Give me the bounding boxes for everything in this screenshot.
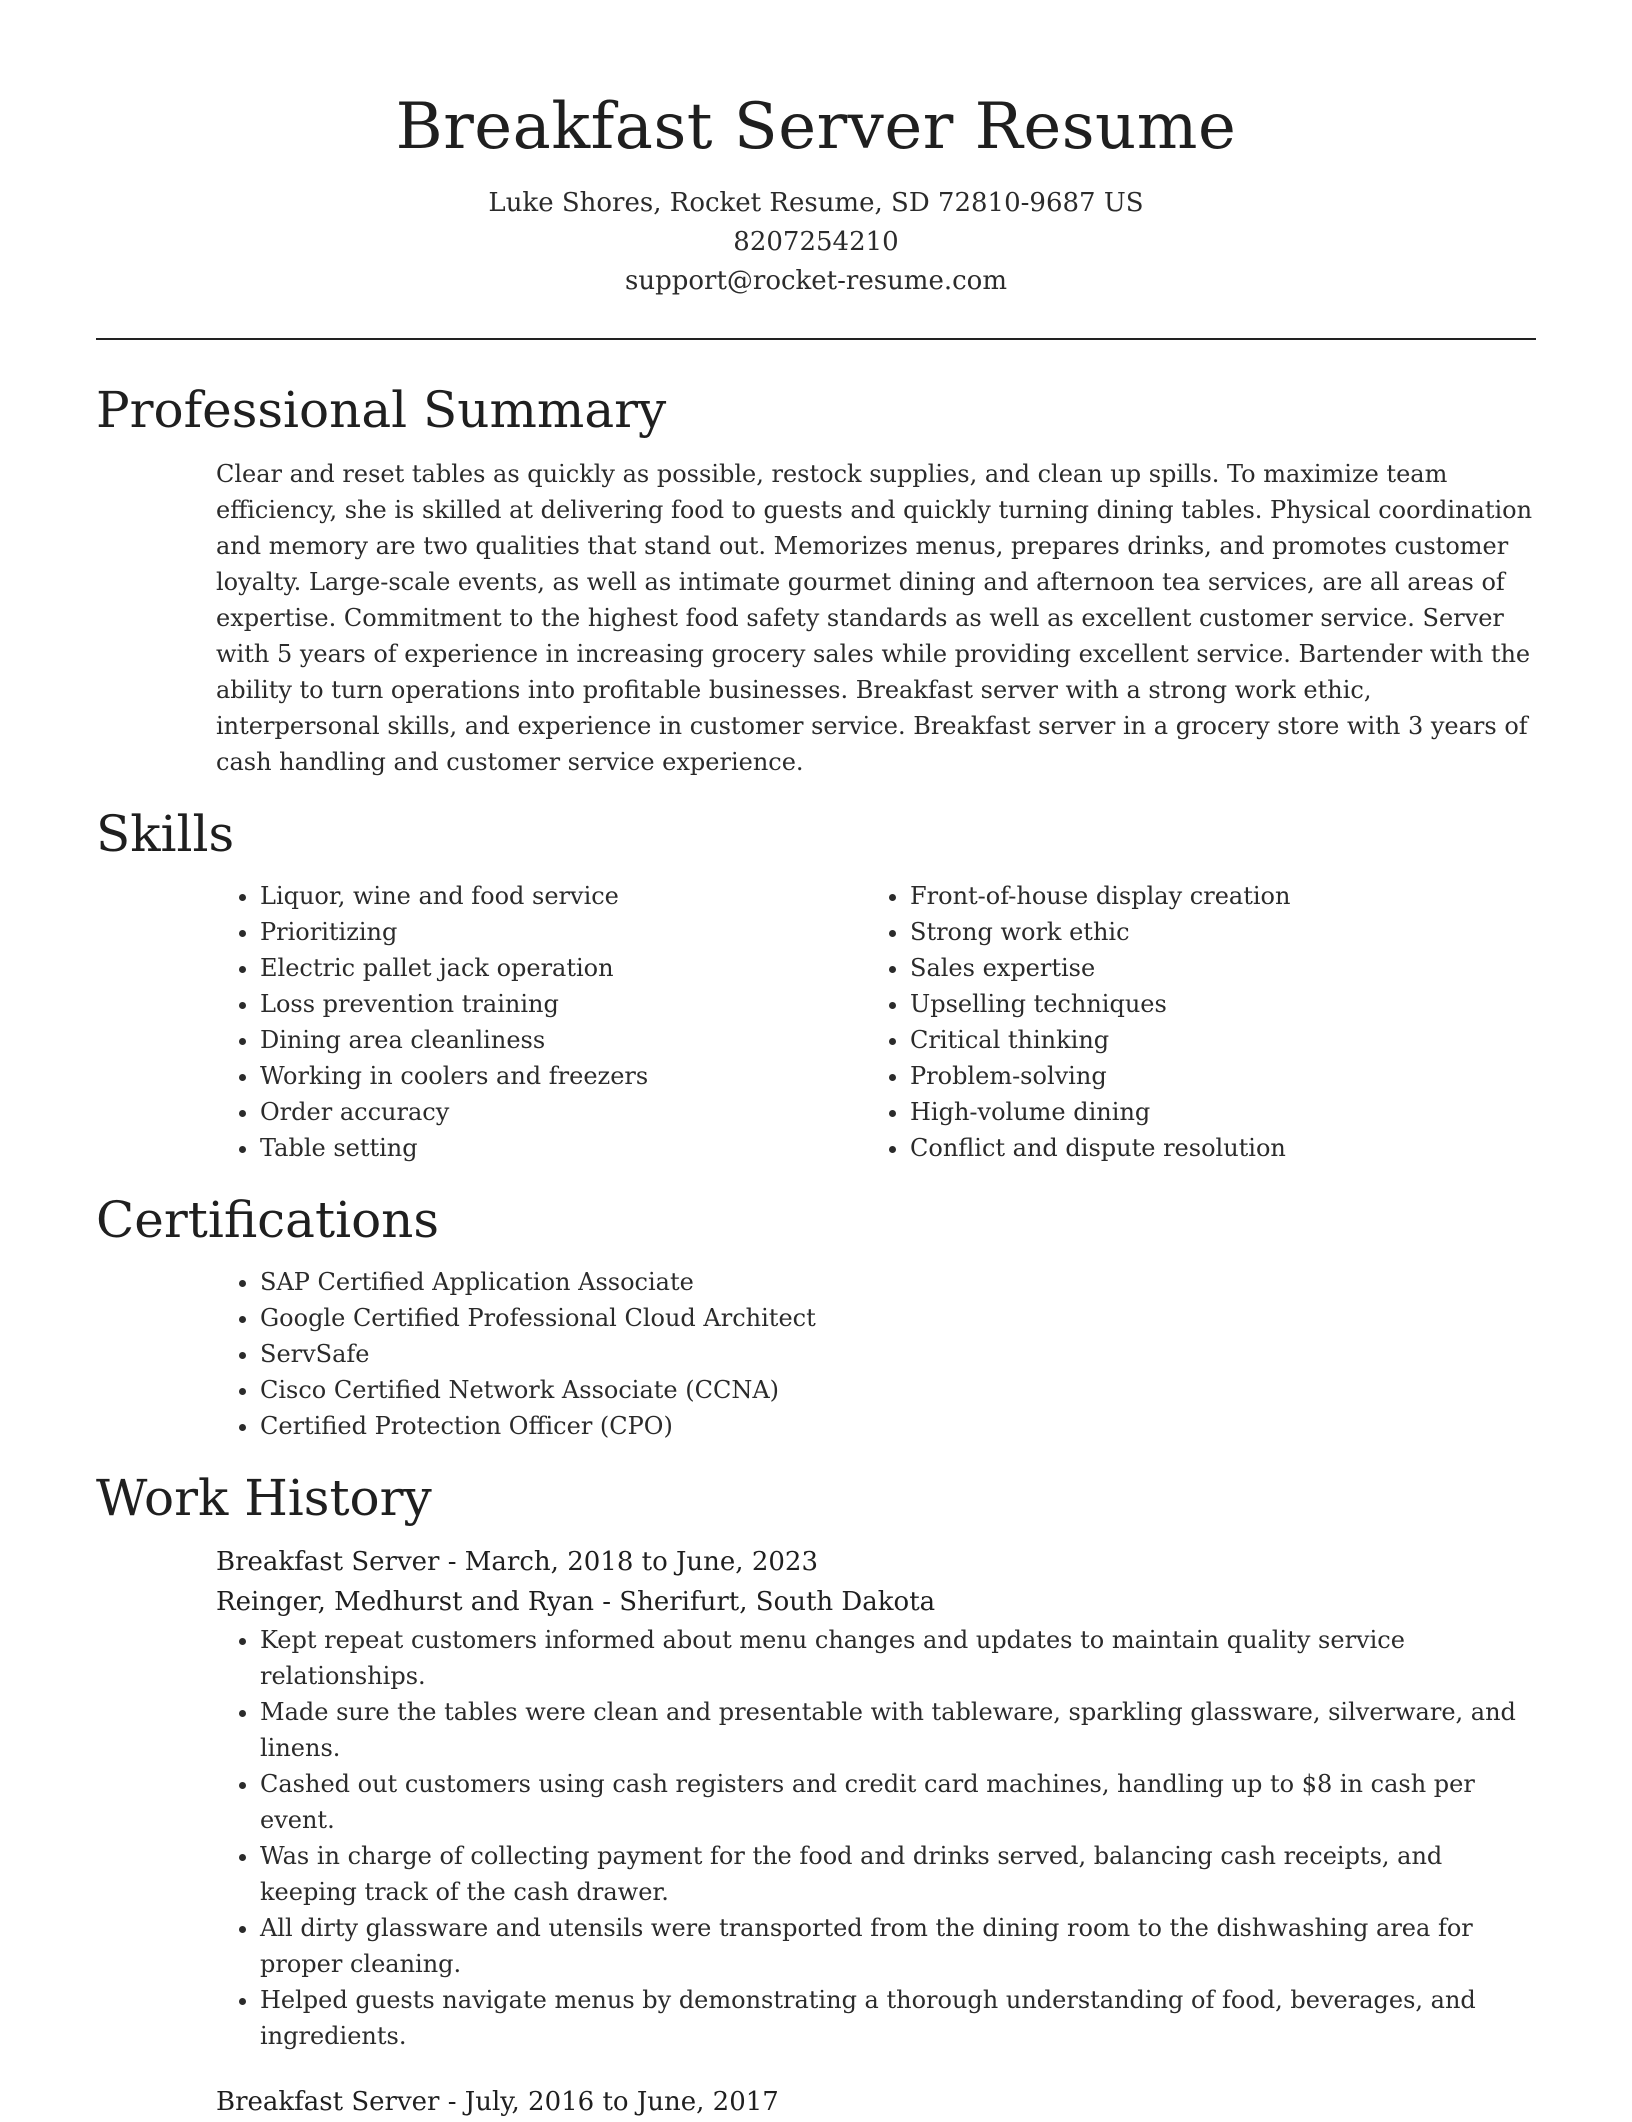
skill-item: • Loss prevention training <box>260 986 866 1022</box>
certification-item: • Cisco Certified Network Associate (CCNA) <box>260 1372 1536 1408</box>
job-duties-list <box>216 1622 1536 2054</box>
skill-item: • Strong work ethic <box>910 914 1516 950</box>
skill-item: • Electric pallet jack operation <box>260 950 866 986</box>
skill-item: • Order accuracy <box>260 1094 866 1130</box>
skill-item: • High-volume dining <box>910 1094 1516 1130</box>
certifications-heading: Certifications <box>96 1191 440 1249</box>
certification-item: • ServSafe <box>260 1336 1536 1372</box>
resume-header <box>96 0 1536 301</box>
job-title-line: Breakfast Server - July, 2016 to June, 2017 <box>216 2087 779 2117</box>
skill-item: • Liquor, wine and food service <box>260 878 866 914</box>
skill-item: • Conflict and dispute resolution <box>910 1130 1516 1166</box>
skill-item: • Prioritizing <box>260 914 866 950</box>
resume-page <box>96 0 1536 2122</box>
skills-list-left <box>216 878 866 1166</box>
skills-columns <box>216 878 1536 1166</box>
skills-column-right <box>866 878 1516 1166</box>
skills-heading: Skills <box>96 805 235 863</box>
certification-item: • SAP Certified Application Associate <box>260 1264 1536 1300</box>
resume-title: Breakfast Server Resume <box>395 90 1237 164</box>
skills-column-left <box>216 878 866 1166</box>
certification-item: • Google Certified Professional Cloud Architect <box>260 1300 1536 1336</box>
contact-phone: 8207254210 <box>733 227 899 257</box>
job-duty-item: • Kept repeat customers informed about menu changes and updates to maintain quality service relationships. <box>260 1622 1536 1694</box>
certifications-wrap <box>216 1264 1536 1444</box>
header-divider <box>96 338 1536 340</box>
certification-item: • Certified Protection Officer (CPO) <box>260 1408 1536 1444</box>
job-duty-item: • Was in charge of collecting payment for the food and drinks served, balancing cash receipts, and keeping track of the cash drawer. <box>260 1838 1536 1910</box>
work-history-heading: Work History <box>96 1469 432 1527</box>
skill-item: • Table setting <box>260 1130 866 1166</box>
skill-item: • Sales expertise <box>910 950 1516 986</box>
skills-list-right <box>866 878 1516 1166</box>
professional-summary-text: Clear and reset tables as quickly as possible, restock supplies, and clean up spills. To maximize team efficiency, she is skilled at delivering food to guests and quickly turning dining tables. Physical coordination and memory are two qualities that stand out. Memorizes menus, prepares drinks, and promotes customer loyalty. Large-scale events, as well as intimate gourmet dining and afternoon tea services, are all areas of expertise. Commitment to the highest food safety standards as well as excellent customer service. Server with 5 years of experience in increasing grocery sales while providing excellent service. Bartender with the ability to turn operations into profitable businesses. Breakfast server with a strong work ethic, interpersonal skills, and experience in customer service. Breakfast server in a grocery store with 3 years of cash handling and customer service experience. <box>216 460 1533 776</box>
contact-email: support@rocket-resume.com <box>624 266 1007 296</box>
skill-item: • Critical thinking <box>910 1022 1516 1058</box>
certifications-list <box>216 1264 1536 1444</box>
job-company-line: Reinger, Medhurst and Ryan - Sherifurt, South Dakota <box>216 1587 936 1617</box>
job-entry <box>216 1542 1536 2054</box>
job-duty-item: • All dirty glassware and utensils were transported from the dining room to the dishwashing area for proper cleaning. <box>260 1910 1536 1982</box>
skill-item: • Front-of-house display creation <box>910 878 1516 914</box>
job-duty-item: • Made sure the tables were clean and presentable with tableware, sparkling glassware, silverware, and linens. <box>260 1694 1536 1766</box>
professional-summary-heading: Professional Summary <box>96 381 667 439</box>
skills-section <box>96 802 1536 1166</box>
job-entry <box>216 2082 1536 2122</box>
job-title-line: Breakfast Server - March, 2018 to June, 2023 <box>216 1547 818 1577</box>
skill-item: • Dining area cleanliness <box>260 1022 866 1058</box>
professional-summary-section <box>96 378 1536 780</box>
job-duty-item: • Cashed out customers using cash registers and credit card machines, handling up to $8 in cash per event. <box>260 1766 1536 1838</box>
skill-item: • Problem-solving <box>910 1058 1516 1094</box>
skill-item: • Working in coolers and freezers <box>260 1058 866 1094</box>
work-history-section <box>96 1466 1536 2122</box>
job-duty-item: • Helped guests navigate menus by demonstrating a thorough understanding of food, beverages, and ingredients. <box>260 1982 1536 2054</box>
contact-address: Luke Shores, Rocket Resume, SD 72810-9687 US <box>488 188 1144 218</box>
certifications-section <box>96 1188 1536 1444</box>
skill-item: • Upselling techniques <box>910 986 1516 1022</box>
